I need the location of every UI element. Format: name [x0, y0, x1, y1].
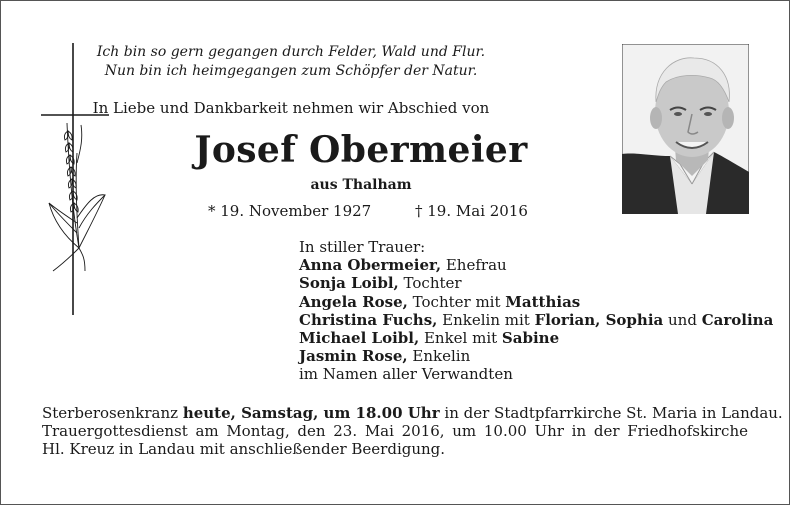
service-details	[42, 404, 783, 458]
mourner-relation: Tochter	[398, 274, 462, 293]
service-time: heute, Samstag, um 18.00 Uhr	[182, 404, 440, 422]
mourner-conjunction: und	[663, 310, 702, 329]
service-line-2	[42, 422, 748, 440]
service-text: Hl. Kreuz in Landau mit anschließender Beerdigung.	[42, 440, 446, 458]
mourner-row-2	[299, 274, 773, 292]
poem-line-1: Ich bin so gern gegangen durch Felder, Wald und Flur.	[96, 44, 486, 60]
mourner-companion: Florian, Sophia	[534, 310, 664, 329]
deceased-origin: aus Thalham	[310, 177, 412, 193]
mourner-companion: Carolina	[701, 310, 774, 329]
death-date: † 19. Mai 2016	[415, 202, 528, 220]
mourner-companion: Matthias	[505, 292, 581, 311]
mourner-row-4	[299, 311, 773, 329]
intro-text: In Liebe und Dankbarkeit nehmen wir Abschied von	[92, 99, 490, 117]
mourner-row-5	[299, 329, 773, 347]
cross-with-wheat-icon	[39, 43, 111, 315]
mourner-name: Jasmin Rose,	[299, 347, 408, 366]
mourner-relation: Tochter mit	[407, 292, 506, 311]
deceased-name: Josef Obermeier	[194, 129, 528, 171]
mourner-row-1	[299, 256, 773, 274]
mourner-name: Anna Obermeier,	[299, 256, 442, 275]
poem-line-2: Nun bin ich heimgegangen zum Schöpfer der Natur.	[104, 63, 478, 79]
poem	[1, 43, 581, 81]
mourner-name: Michael Loibl,	[299, 329, 420, 348]
mourners-list	[299, 238, 773, 384]
mourner-name: Christina Fuchs,	[299, 310, 438, 329]
mourner-closing: im Namen aller Verwandten	[299, 365, 513, 384]
service-line-1	[42, 404, 783, 422]
mourner-relation: Enkel mit	[419, 329, 502, 348]
mourner-relation: Enkelin	[407, 347, 471, 366]
mourner-name: Angela Rose,	[299, 292, 408, 311]
birth-date: * 19. November 1927	[208, 202, 372, 220]
service-line-3	[42, 440, 748, 458]
mourner-relation: Enkelin mit	[437, 310, 535, 329]
mourner-row-3	[299, 293, 773, 311]
mourner-relation: Ehefrau	[441, 256, 507, 275]
service-text: Trauergottesdienst am Montag, den 23. Mai 2016, um 10.00 Uhr in der Friedhofskirche	[42, 422, 748, 440]
mourner-row-7	[299, 365, 773, 383]
portrait-photo	[622, 44, 749, 214]
mourners-heading: In stiller Trauer:	[299, 238, 426, 256]
mourner-row-6	[299, 347, 773, 365]
service-text: Sterberosenkranz	[42, 404, 183, 422]
mourner-name: Sonja Loibl,	[299, 274, 399, 293]
service-text: in der Stadtpfarrkirche St. Maria in Landau.	[439, 404, 783, 422]
mourner-companion: Sabine	[501, 329, 560, 348]
